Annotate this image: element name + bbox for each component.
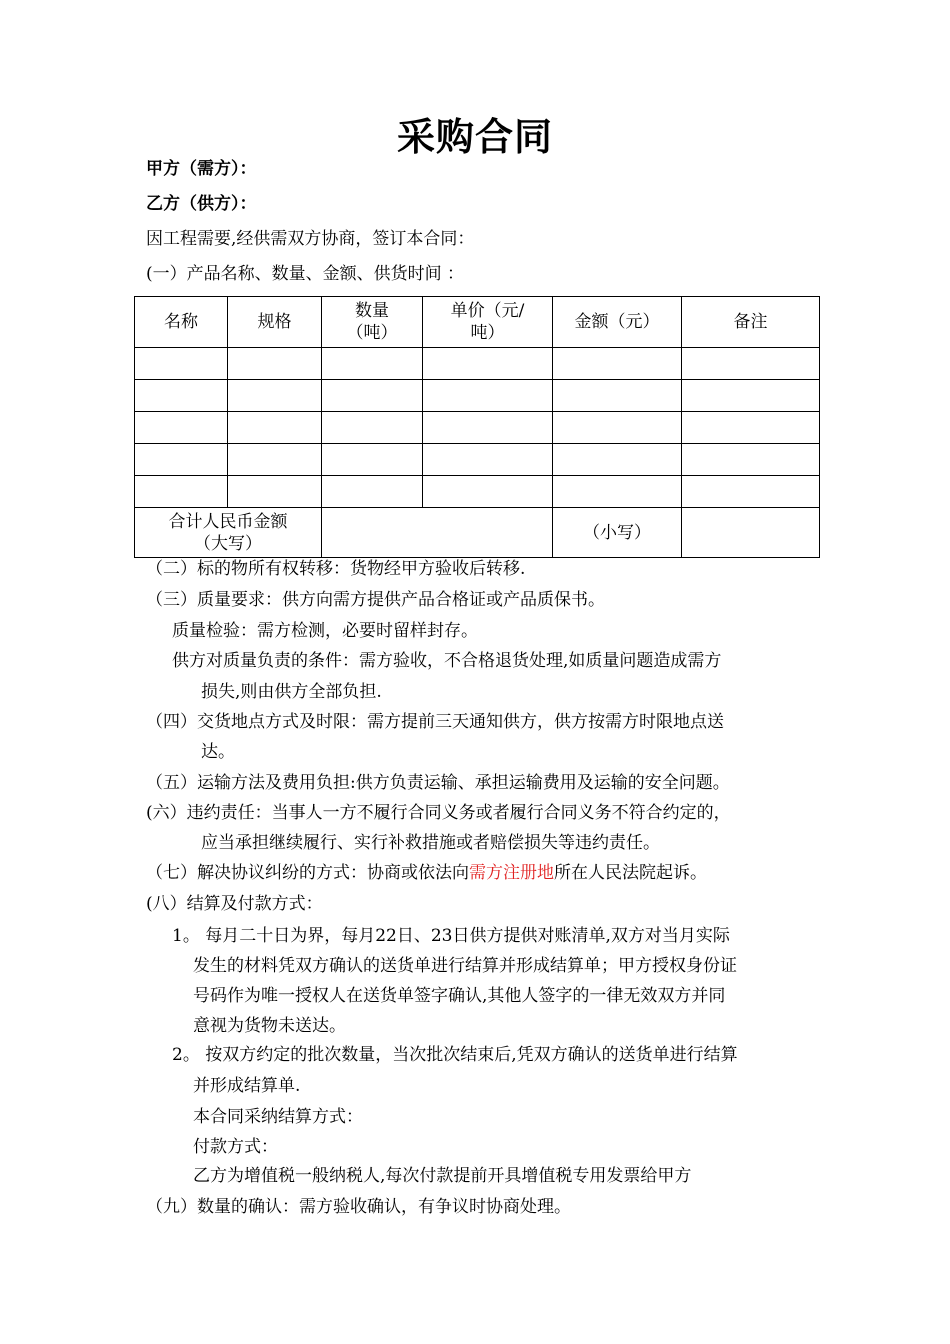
table-cell[interactable]: [135, 380, 228, 412]
goods-table: [134, 296, 820, 558]
table-row: [135, 412, 820, 444]
table-cell[interactable]: [135, 412, 228, 444]
clause-8-1-line-4: 意视为货物未送达。: [193, 1016, 346, 1036]
clause-6-line-2: 应当承担继续履行、实行补救措施或者赔偿损失等违约责任。: [201, 833, 660, 853]
table-cell[interactable]: [322, 380, 423, 412]
clause-9: （九）数量的确认：需方验收确认，有争议时协商处理。: [146, 1197, 571, 1217]
table-cell[interactable]: [322, 412, 423, 444]
table-row: [135, 444, 820, 476]
table-cell[interactable]: [135, 476, 228, 508]
table-cell[interactable]: [682, 380, 820, 412]
total-uppercase-value[interactable]: [322, 508, 553, 558]
table-cell[interactable]: [553, 444, 682, 476]
settlement-method: 本合同采纳结算方式：: [193, 1107, 363, 1127]
table-cell[interactable]: [423, 476, 553, 508]
party-b-label: 乙方（供方）：: [146, 194, 257, 214]
table-row: [135, 348, 820, 380]
table-cell[interactable]: [228, 412, 322, 444]
header-spec: 规格: [228, 297, 322, 348]
header-quantity: 数量 （吨）: [322, 297, 423, 348]
page-title: 采购合同: [396, 114, 553, 159]
clause-8-2-line-2: 并形成结算单.: [193, 1076, 301, 1096]
table-cell[interactable]: [553, 476, 682, 508]
clause-3-liability-line-2: 损失,则由供方全部负担.: [201, 682, 382, 702]
table-cell[interactable]: [682, 444, 820, 476]
table-cell[interactable]: [322, 444, 423, 476]
registration-place-highlight: 需方注册地: [469, 863, 554, 883]
table-cell[interactable]: [682, 348, 820, 380]
total-uppercase-label: 合计人民币金额 （大写）: [135, 508, 322, 558]
payment-method: 付款方式：: [193, 1137, 278, 1157]
clause-4-line-1: （四）交货地点方式及时限：需方提前三天通知供方，供方按需方时限地点送: [146, 712, 724, 732]
clause-2: （二）标的物所有权转移：货物经甲方验收后转移.: [146, 559, 526, 579]
table-cell[interactable]: [228, 380, 322, 412]
party-a-label: 甲方（需方）：: [146, 159, 257, 179]
table-cell[interactable]: [322, 476, 423, 508]
clause-3-inspection: 质量检验：需方检测，必要时留样封存。: [172, 621, 478, 641]
table-row: [135, 380, 820, 412]
header-unit-price: 单价（元/ 吨）: [423, 297, 553, 348]
clause-3: （三）质量要求：供方向需方提供产品合格证或产品质保书。: [146, 590, 605, 610]
total-lowercase-label: （小写）: [553, 508, 682, 558]
invoice-note: 乙方为增值税一般纳税人,每次付款提前开具增值税专用发票给甲方: [193, 1166, 692, 1186]
clause-8-2-line-1: 2。 按双方约定的批次数量，当次批次结束后,凭双方确认的送货单进行结算: [172, 1045, 738, 1065]
table-cell[interactable]: [553, 412, 682, 444]
table-cell[interactable]: [682, 476, 820, 508]
clause-8-1-line-2: 发生的材料凭双方确认的送货单进行结算并形成结算单；甲方授权身份证: [193, 956, 737, 976]
clause-6-line-1: (六）违约责任：当事人一方不履行合同义务或者履行合同义务不符合约定的，: [146, 803, 731, 823]
table-cell[interactable]: [423, 348, 553, 380]
table-header-row: [135, 297, 820, 348]
table-cell[interactable]: [135, 348, 228, 380]
clause-5: （五）运输方法及费用负担:供方负责运输、承担运输费用及运输的安全问题。: [146, 773, 730, 793]
clause-3-liability-line-1: 供方对质量负责的条件：需方验收，不合格退货处理,如质量问题造成需方: [172, 651, 722, 671]
table-cell[interactable]: [322, 348, 423, 380]
table-cell[interactable]: [553, 380, 682, 412]
table-cell[interactable]: [228, 444, 322, 476]
table-cell[interactable]: [228, 348, 322, 380]
table-cell[interactable]: [228, 476, 322, 508]
clause-4-line-2: 达。: [201, 742, 235, 762]
clause-8: (八）结算及付款方式：: [146, 894, 323, 914]
total-row: [135, 508, 820, 558]
total-lowercase-value[interactable]: [682, 508, 820, 558]
table-cell[interactable]: [423, 380, 553, 412]
clause-7: （七）解决协议纠纷的方式：协商或依法向需方注册地所在人民法院起诉。: [146, 863, 707, 883]
header-name: 名称: [135, 297, 228, 348]
table-cell[interactable]: [682, 412, 820, 444]
table-cell[interactable]: [423, 412, 553, 444]
header-remark: 备注: [682, 297, 820, 348]
table-cell[interactable]: [423, 444, 553, 476]
table-cell[interactable]: [553, 348, 682, 380]
clause-8-1-line-3: 号码作为唯一授权人在送货单签字确认,其他人签字的一律无效双方并同: [193, 986, 726, 1006]
intro-text: 因工程需要,经供需双方协商，签订本合同：: [146, 229, 475, 249]
clause-8-1-line-1: 1。 每月二十日为界，每月22日、23日供方提供对账清单,双方对当月实际: [172, 926, 730, 946]
header-amount: 金额（元）: [553, 297, 682, 348]
table-row: [135, 476, 820, 508]
table-cell[interactable]: [135, 444, 228, 476]
section-1-heading: (一）产品名称、数量、金额、供货时间 ：: [146, 264, 465, 284]
